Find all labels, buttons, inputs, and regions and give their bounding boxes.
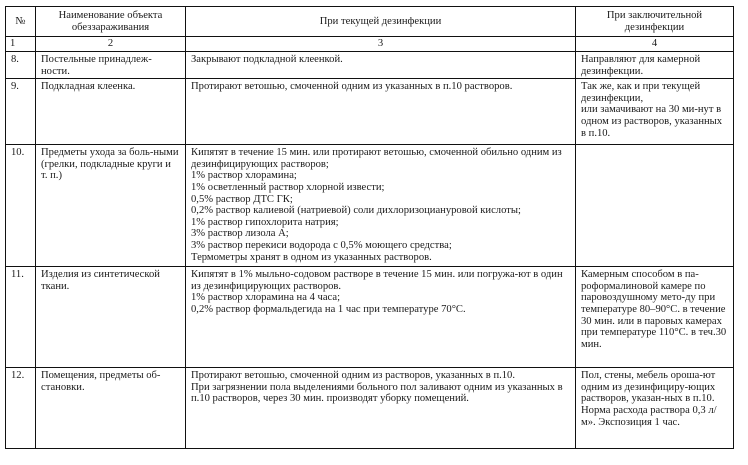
row-object: Постельные принадлеж-ности. [36,52,186,79]
row-final-disinfection [576,368,734,449]
current-line: Термометры хранят в одном из указанных растворов. [191,251,432,263]
current-line: При загрязнении пола выделениями больного пол заливают одним из указанных в п.10 растворов, через 30 мин. производят уборку помещений. [191,381,566,405]
header-object: Наименование объекта обеззараживания [36,7,186,37]
row-object: Подкладная клеенка. [36,79,186,145]
row-final-disinfection [576,79,734,145]
current-line: Закрывают подкладной клеенкой. [191,54,343,65]
table-row [6,79,734,145]
column-index-1: 1 [6,37,36,52]
header-row [6,7,734,37]
final-line: Так же, как и при текущей дезинфекции, [581,81,703,104]
current-line: 3% раствор лизола А; [191,228,289,240]
column-index-2: 2 [36,37,186,52]
header-number: № [6,7,36,37]
disinfection-table [5,6,734,449]
row-current-disinfection [186,368,576,449]
row-current-disinfection [186,79,576,145]
row-final-disinfection [576,52,734,79]
final-line: Пол, стены, мебель ороша-ют одним из дезинфициру-ющих растворов, указан-ных в п.10. Норма расхода раствора 0,3 л/м». Экспозиция 1 час. [581,370,718,428]
current-line: 0,5% раствор ДТС ГК; [191,193,293,205]
current-line: 0,2% раствор калиевой (натриевой) соли дихлоризоциануровой кислоты; [191,205,521,217]
row-object: Помещения, предметы об-становки. [36,368,186,449]
current-line: Кипятят в течение 15 мин. или протирают ветошью, смоченной обильно одним из дезинфицирующих растворов; [191,147,565,170]
table-row [6,145,734,267]
current-line: 0,2% раствор формальдегида на 1 час при температуре 70°С. [191,303,466,315]
final-line: или замачивают на 30 ми-нут в одном из растворов, указанных в п.10. [581,104,725,139]
row-object: Изделия из синтетической ткани. [36,267,186,368]
current-line: Протирают ветошью, смоченной одним из растворов, указанных в п.10. [191,370,516,382]
column-index-row [6,37,734,52]
table-row [6,52,734,79]
column-index-3: 3 [186,37,576,52]
row-number: 9. [6,79,36,145]
current-line: Кипятят в 1% мыльно-содовом растворе в течение 15 мин. или погружа-ют в один из дезинфицирующих растворов. [191,269,566,292]
column-index-4: 4 [576,37,734,52]
table-row [6,267,734,368]
current-line: Протирают ветошью, смоченной одним из указанных в п.10 растворов. [191,81,513,93]
row-final-disinfection [576,267,734,368]
row-current-disinfection [186,267,576,368]
row-object: Предметы ухода за боль-ными (грелки, подкладные круги и т. п.) [36,145,186,267]
header-current-disinfection: При текущей дезинфекции [186,7,576,37]
final-line: Направляют для камерной дезинфекции. [581,54,703,77]
row-current-disinfection [186,52,576,79]
current-line: 1% осветленный раствор хлорной извести; [191,181,385,193]
row-current-disinfection [186,145,576,267]
table-row [6,368,734,449]
current-line: 1% раствор хлорамина на 4 часа; [191,292,341,304]
current-line: 1% раствор гипохлорита натрия; [191,216,339,228]
row-number: 12. [6,368,36,449]
final-line: Камерным способом в па-роформалиновой камере по паровоздушному мето-ду при температуре 80–90°С. в течение 30 мин. или в паровых камерах при температуре 110°С. в теч.30 мин. [581,269,729,350]
row-number: 10. [6,145,36,267]
row-final-disinfection [576,145,734,267]
row-number: 8. [6,52,36,79]
current-line: 3% раствор перекиси водорода с 0,5% моющего средства; [191,239,452,251]
current-line: 1% раствор хлорамина; [191,170,297,182]
row-number: 11. [6,267,36,368]
header-final-disinfection: При заключительной дезинфекции [576,7,734,37]
